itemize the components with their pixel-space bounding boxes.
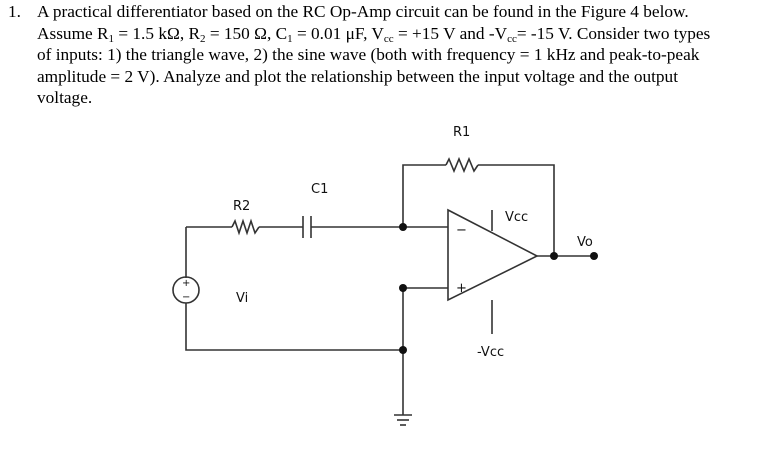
vi-label: Vi (236, 291, 249, 306)
text-segment: voltage. (37, 88, 93, 107)
problem-number: 1. (8, 2, 21, 21)
text-segment: = -15 V. Consider two types (516, 23, 711, 43)
vo-label: Vo (577, 235, 593, 250)
source-return-wire (186, 303, 403, 350)
junction-dot-output (550, 252, 558, 260)
r1-resistor (446, 159, 478, 171)
text-segment: = 150 Ω, C (205, 23, 288, 43)
r1-label: R1 (453, 125, 471, 140)
text-segment: Assume R (37, 23, 109, 43)
output-terminal-dot (590, 252, 598, 260)
r2-label: R2 (233, 199, 251, 214)
c1-label: C1 (311, 182, 329, 197)
junction-dot-ground (399, 346, 407, 354)
text-segment: A practical differentiator based on the RC Op-Amp circuit can be found in the Figure 4 below. (37, 2, 689, 21)
noninverting-sign: + (456, 281, 467, 296)
text-segment: = 1.5 kΩ, R (114, 23, 200, 43)
source-plus-sign: + (182, 278, 191, 289)
text-segment: amplitude = 2 V). Analyze and plot the relationship between the input voltage and the output (37, 66, 679, 86)
feedback-wire (403, 165, 446, 227)
text-segment: = +15 V and -V (393, 23, 508, 43)
subscript: cc (507, 32, 517, 45)
subscript: cc (383, 32, 394, 45)
neg-vcc-label: -Vcc (477, 345, 505, 360)
text-segment: of inputs: 1) the triangle wave, 2) the sine wave (both with frequency = 1 kHz and peak-to-peak (37, 45, 700, 64)
source-minus-sign: − (182, 292, 191, 303)
inverting-sign: − (456, 223, 467, 238)
subscript: 1 (108, 32, 115, 45)
subscript: 1 (287, 32, 293, 45)
r2-resistor (232, 221, 259, 233)
text-segment: = 0.01 μF, V (292, 23, 384, 43)
subscript: 2 (200, 32, 206, 45)
junction-dot-noninverting (399, 284, 407, 292)
junction-dot-inverting (399, 223, 407, 231)
vcc-label: Vcc (505, 210, 529, 225)
